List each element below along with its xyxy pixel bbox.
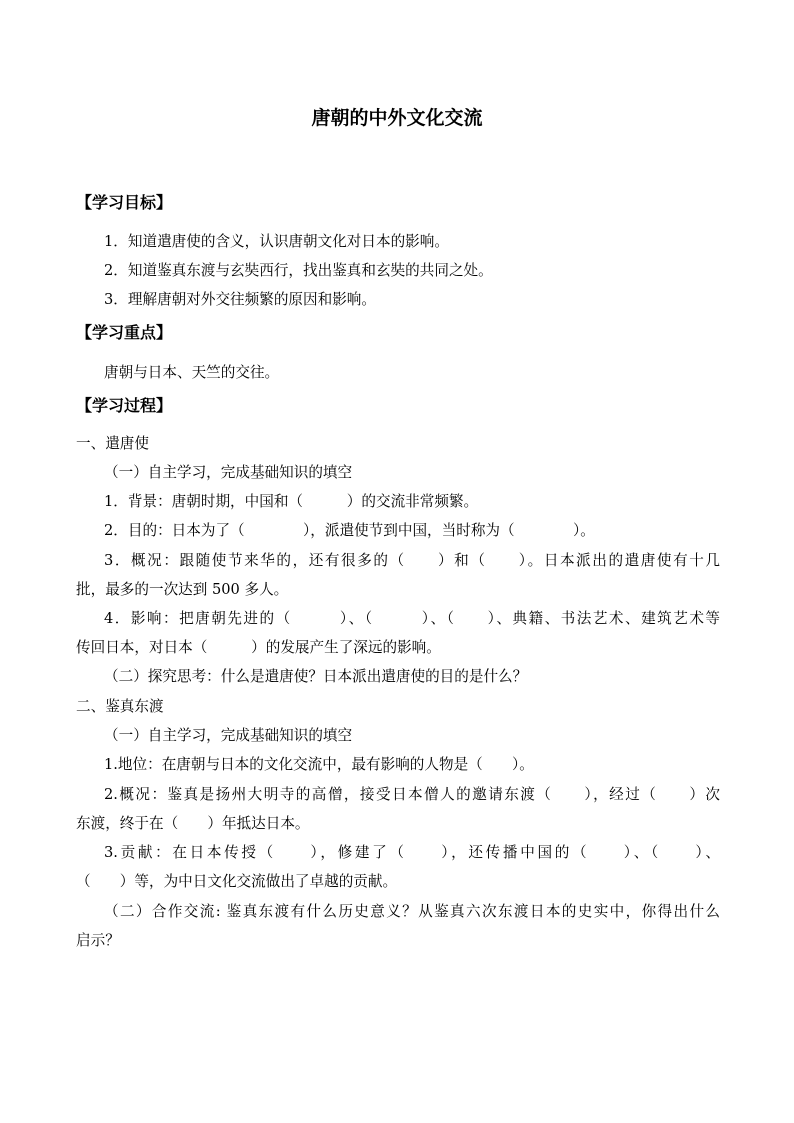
part1-q3-line2: 批，最多的一次达到 500 多人。 — [76, 581, 289, 598]
goal-item-2: 2．知道鉴真东渡与玄奘西行，找出鉴真和玄奘的共同之处。 — [104, 262, 493, 279]
part2-q3-line1: 3.贡献：在日本传授（ ），修建了（ ），还传播中国的（ ）、（ ）、 — [104, 844, 720, 861]
section-heading-focus: 【学习重点】 — [76, 323, 173, 342]
focus-text: 唐朝与日本、天竺的交往。 — [104, 364, 280, 381]
part2-sub2-line1: （二）合作交流: 鉴真东渡有什么历史意义？从鉴真六次东渡日本的史实中，你得出什么 — [104, 903, 720, 920]
section-heading-process: 【学习过程】 — [76, 396, 173, 415]
part1-sub2: （二）探究思考：什么是遣唐使？日本派出遣唐使的目的是什么？ — [104, 668, 528, 685]
part1-sub1: （一）自主学习，完成基础知识的填空 — [104, 464, 353, 481]
part2-heading: 二、鉴真东渡 — [76, 698, 164, 715]
part1-q4-line1: 4．影响：把唐朝先进的（ ）、（ ）、（ ）、典籍、书法艺术、建筑艺术等 — [104, 610, 720, 627]
part1-q3-line1: 3．概况：跟随使节来华的，还有很多的（ ）和（ ）。日本派出的遣唐使有十几 — [104, 552, 720, 569]
part2-q3-line2: （ ）等，为中日文化交流做出了卓越的贡献。 — [76, 873, 398, 890]
page-title: 唐朝的中外文化交流 — [311, 107, 483, 129]
section-heading-goals: 【学习目标】 — [76, 193, 173, 212]
goal-item-3: 3．理解唐朝对外交往频繁的原因和影响。 — [104, 291, 376, 308]
part2-sub2-line2: 启示？ — [76, 932, 120, 949]
part1-q1: 1．背景：唐朝时期，中国和（ ）的交流非常频繁。 — [104, 493, 479, 510]
part2-q2-line1: 2.概况：鉴真是扬州大明寺的高僧，接受日本僧人的邀请东渡（ ），经过（ ）次 — [104, 786, 720, 803]
part1-heading: 一、遣唐使 — [76, 435, 149, 452]
goal-item-1: 1．知道遣唐使的含义，认识唐朝文化对日本的影响。 — [104, 233, 449, 250]
part1-q4-line2: 传回日本，对日本（ ）的发展产生了深远的影响。 — [76, 639, 441, 656]
part2-q2-line2: 东渡，终于在（ ）年抵达日本。 — [76, 815, 310, 832]
part1-q2: 2．目的：日本为了（ ），派遣使节到中国，当时称为（ ）。 — [104, 522, 595, 539]
part2-sub1: （一）自主学习，完成基础知识的填空 — [104, 727, 353, 744]
part2-q1: 1.地位：在唐朝与日本的文化交流中，最有影响的人物是（ ）。 — [104, 756, 534, 773]
